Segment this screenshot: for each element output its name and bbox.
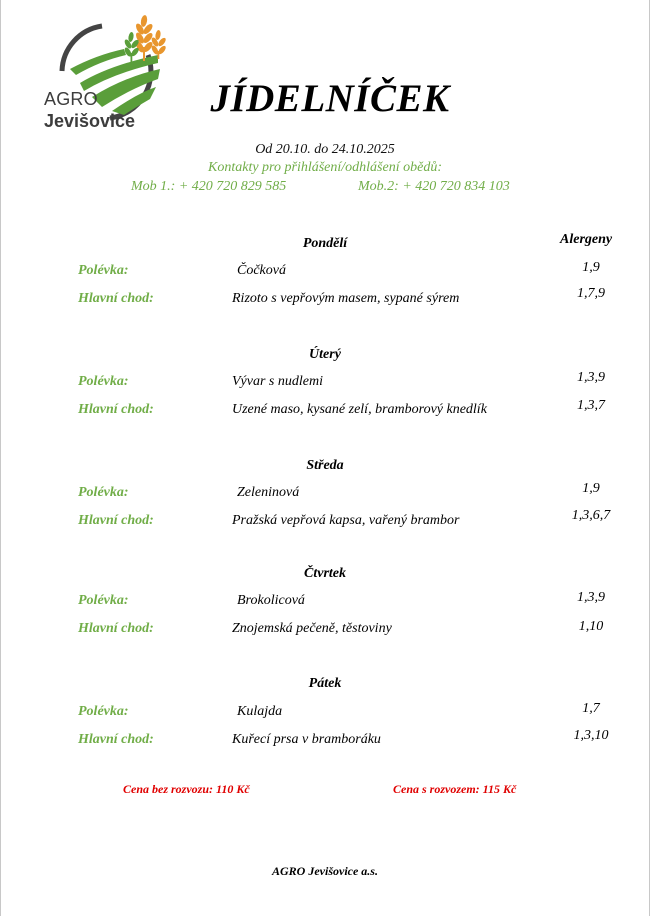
allergens-column-heading: Alergeny (560, 232, 613, 247)
soup-allergens: 1,9 (582, 481, 600, 496)
day-name: Pondělí (302, 236, 348, 251)
soup-allergens: 1,9 (582, 260, 600, 275)
soup-allergens: 1,3,9 (577, 370, 605, 385)
soup-dish: Čočková (237, 263, 286, 278)
main-course-label: Hlavní chod: (78, 291, 154, 306)
main-course-label: Hlavní chod: (78, 402, 154, 417)
soup-label: Polévka: (78, 263, 129, 278)
main-course-allergens: 1,7,9 (577, 286, 605, 301)
footer-company-name: AGRO Jevišovice a.s. (272, 864, 378, 878)
main-course-label: Hlavní chod: (78, 513, 154, 528)
soup-allergens: 1,3,9 (577, 590, 605, 605)
main-course-dish: Rizoto s vepřovým masem, sypané sýrem (232, 291, 460, 306)
logo-text-agro: AGRO (44, 89, 98, 109)
main-course-allergens: 1,10 (578, 619, 604, 634)
phone-mob-1: Mob 1.: + 420 720 829 585 (131, 179, 287, 194)
day-name: Úterý (309, 347, 341, 362)
soup-label: Polévka: (78, 593, 129, 608)
soup-label: Polévka: (78, 374, 129, 389)
main-course-dish: Uzené maso, kysané zelí, bramborový knedlík (232, 402, 487, 417)
soup-label: Polévka: (78, 704, 129, 719)
main-course-allergens: 1,3,10 (573, 728, 609, 743)
main-course-label: Hlavní chod: (78, 732, 154, 747)
price-without-delivery: Cena bez rozvozu: 110 Kč (123, 782, 250, 796)
soup-dish: Zeleninová (237, 485, 300, 500)
price-with-delivery: Cena s rozvozem: 115 Kč (393, 782, 517, 796)
logo-text-town: Jevišovice (44, 111, 136, 131)
main-course-allergens: 1,3,6,7 (571, 508, 611, 523)
soup-label: Polévka: (78, 485, 129, 500)
day-name: Středa (306, 458, 344, 473)
day-block-monday (0, 236, 650, 336)
main-course-label: Hlavní chod: (78, 621, 154, 636)
soup-dish: Vývar s nudlemi (232, 374, 323, 389)
main-course-dish: Kuřecí prsa v bramboráku (232, 732, 381, 747)
main-course-dish: Pražská vepřová kapsa, vařený brambor (232, 513, 460, 528)
day-block-friday (0, 676, 650, 776)
main-course-dish: Znojemská pečeně, těstoviny (232, 621, 392, 636)
page-title: JÍDELNÍČEK (210, 77, 450, 120)
menu-date-range: Od 20.10. do 24.10.2025 (255, 142, 395, 157)
phone-mob-2: Mob.2: + 420 720 834 103 (358, 179, 510, 194)
soup-dish: Brokolicová (237, 593, 305, 608)
day-name: Čtvrtek (304, 566, 346, 581)
day-block-wednesday (0, 458, 650, 558)
day-block-tuesday (0, 347, 650, 447)
day-block-thursday (0, 566, 650, 666)
main-course-allergens: 1,3,7 (577, 398, 605, 413)
soup-allergens: 1,7 (582, 701, 600, 716)
contacts-heading: Kontakty pro přihlášení/odhlášení obědů: (208, 160, 442, 175)
soup-dish: Kulajda (237, 704, 283, 719)
day-name: Pátek (308, 676, 342, 691)
company-logo (40, 5, 175, 130)
